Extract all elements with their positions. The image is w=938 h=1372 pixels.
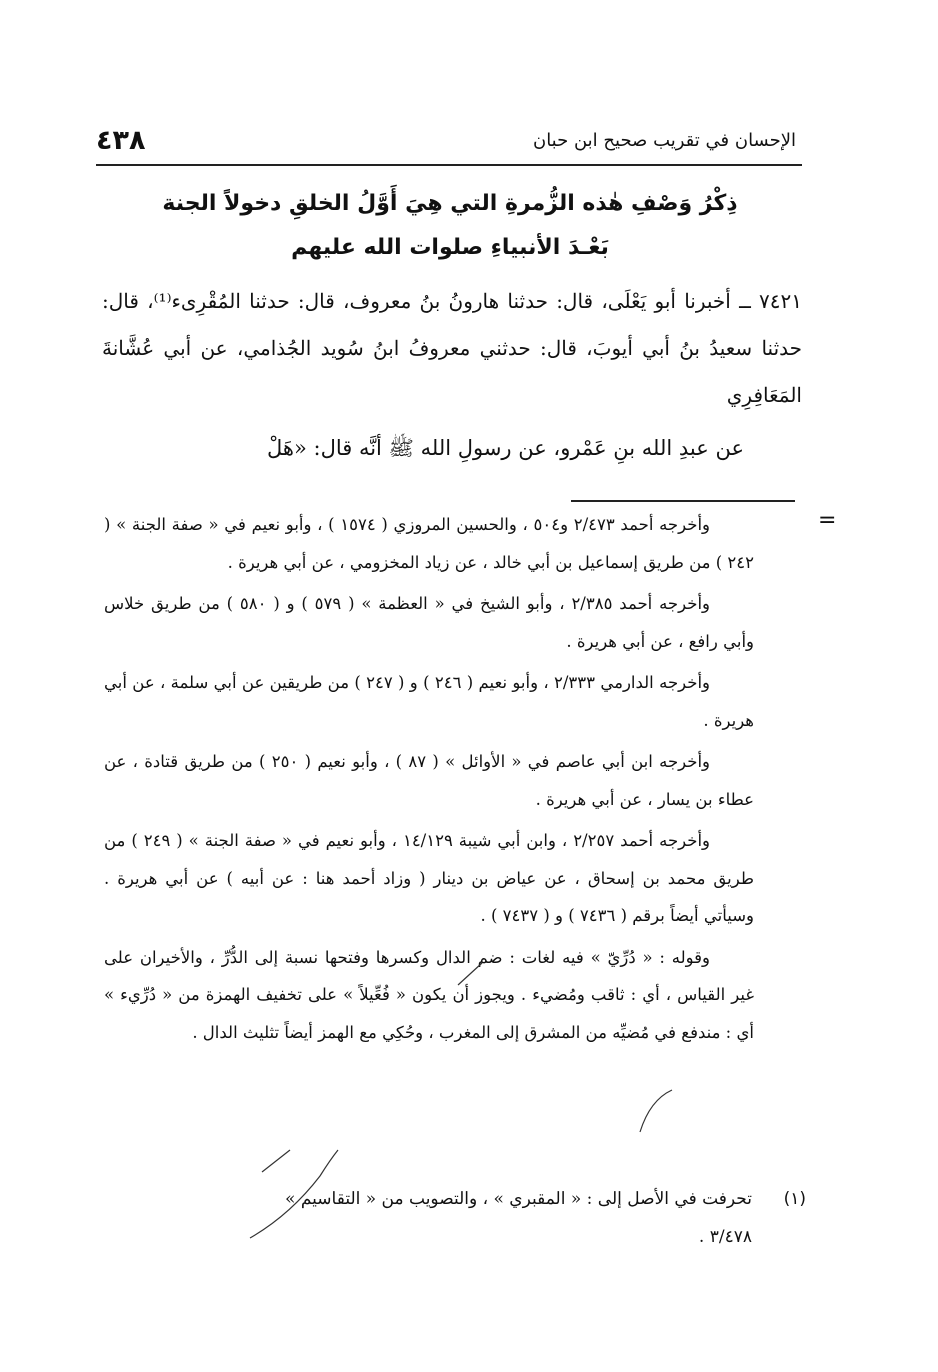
hadith-isnad: ٧٤٢١ ــ أخبرنا أبو يَعْلَى، قال: حدثنا هارونُ بنُ معروف، قال: حدثنا المُقْرِىء⁽¹⁾، قال: حدثنا سعيدُ بنُ أبي أيوبَ، قال: حدثني معروفُ ابنُ سُويد الجُذامي، عن أبي عُشَّانةَ المَعَافِرِي: [102, 289, 802, 407]
hadith-text: [102, 278, 802, 472]
note-paragraph: وقوله : « دُرِّيّ » فيه لغات : ضم الدال وكسرها وفتحها نسبة إلى الدُّرِّ ، والأخيران على غير القياس ، أي : ثاقب ومُضيء . ويجوز أن يكون « فُعِّيلاً » على تخفيف الهمزة من « دُرِّيء » أي : مندفع في مُضيِّه من المشرق إلى المغرب ، وحُكِي مع الهمز أيضاً تثليث الدال .: [104, 947, 754, 1042]
footnote-text: تحرفت في الأصل إلى : « المقبري » ، والتصويب من « التقاسيم »: [285, 1189, 752, 1209]
chapter-heading-line-1: ذِكْرُ وَصْفِ هٰذه الزُّمرةِ التي هِيَ أَوَّلُ الخلقِ دخولاً الجنة: [162, 191, 738, 216]
chapter-heading: [100, 182, 800, 270]
footnote-number: (١): [783, 1189, 806, 1209]
pen-stroke: [640, 1090, 672, 1132]
header-rule: [96, 164, 802, 166]
running-head: [96, 118, 796, 162]
note-paragraph: وأخرجه أحمد ٢/٤٧٣ و٥٠٤ ، والحسين المروزي ( ١٥٧٤ ) ، وأبو نعيم في « صفة الجنة » ( ٢٤٢ ) من طريق إسماعيل بن أبي خالد ، عن زياد المخزومي ، عن أبي هريرة .: [104, 515, 754, 572]
continuation-marker: =: [818, 508, 837, 533]
note-paragraph: وأخرجه الدارمي ٢/٣٣٣ ، وأبو نعيم ( ٢٤٦ ) و ( ٢٤٧ ) من طريقين عن أبي سلمة ، عن أبي هريرة .: [104, 673, 754, 730]
note-paragraph: وأخرجه أحمد ٢/٢٥٧ ، وابن أبي شيبة ١٤/١٢٩ ، وأبو نعيم في « صفة الجنة » ( ٢٤٩ ) من طريق محمد بن إسحاق ، عن عياض بن دينار ( وزاد أحمد هنا : عن أبيه ) عن أبي هريرة . وسيأتي أيضاً برقم ( ٧٤٣٦ ) و ( ٧٤٣٧ ) .: [104, 831, 754, 925]
chapter-heading-line-2: بَعْـدَ الأنبياءِ صلوات الله عليهم: [291, 235, 609, 260]
footnote-line-1: [104, 1180, 806, 1218]
footnote-separator: [571, 500, 795, 502]
pen-stroke: [262, 1150, 290, 1172]
footnote-1: [104, 1180, 806, 1256]
commentary-notes: [104, 506, 754, 1055]
hadith-continuation: عن عبدِ الله بنِ عَمْرو، عن رسولِ الله ﷺ أنَّه قال: «هَلْ: [267, 436, 744, 460]
note-paragraph: وأخرجه ابن أبي عاصم في « الأوائل » ( ٨٧ ) ، وأبو نعيم ( ٢٥٠ ) من طريق قتادة ، عن عطاء بن يسار ، عن أبي هريرة .: [104, 752, 754, 809]
note-paragraph: وأخرجه أحمد ٢/٣٨٥ ، وأبو الشيخ في « العظمة » ( ٥٧٩ ) و ( ٥٨٠ ) من طريق خلاس وأبي رافع ، عن أبي هريرة .: [104, 594, 754, 651]
page-number: ٤٣٨: [96, 124, 146, 156]
footnote-line-2: ٣/٤٧٨ .: [698, 1227, 752, 1247]
book-title: الإحسان في تقريب صحيح ابن حبان: [532, 129, 796, 151]
